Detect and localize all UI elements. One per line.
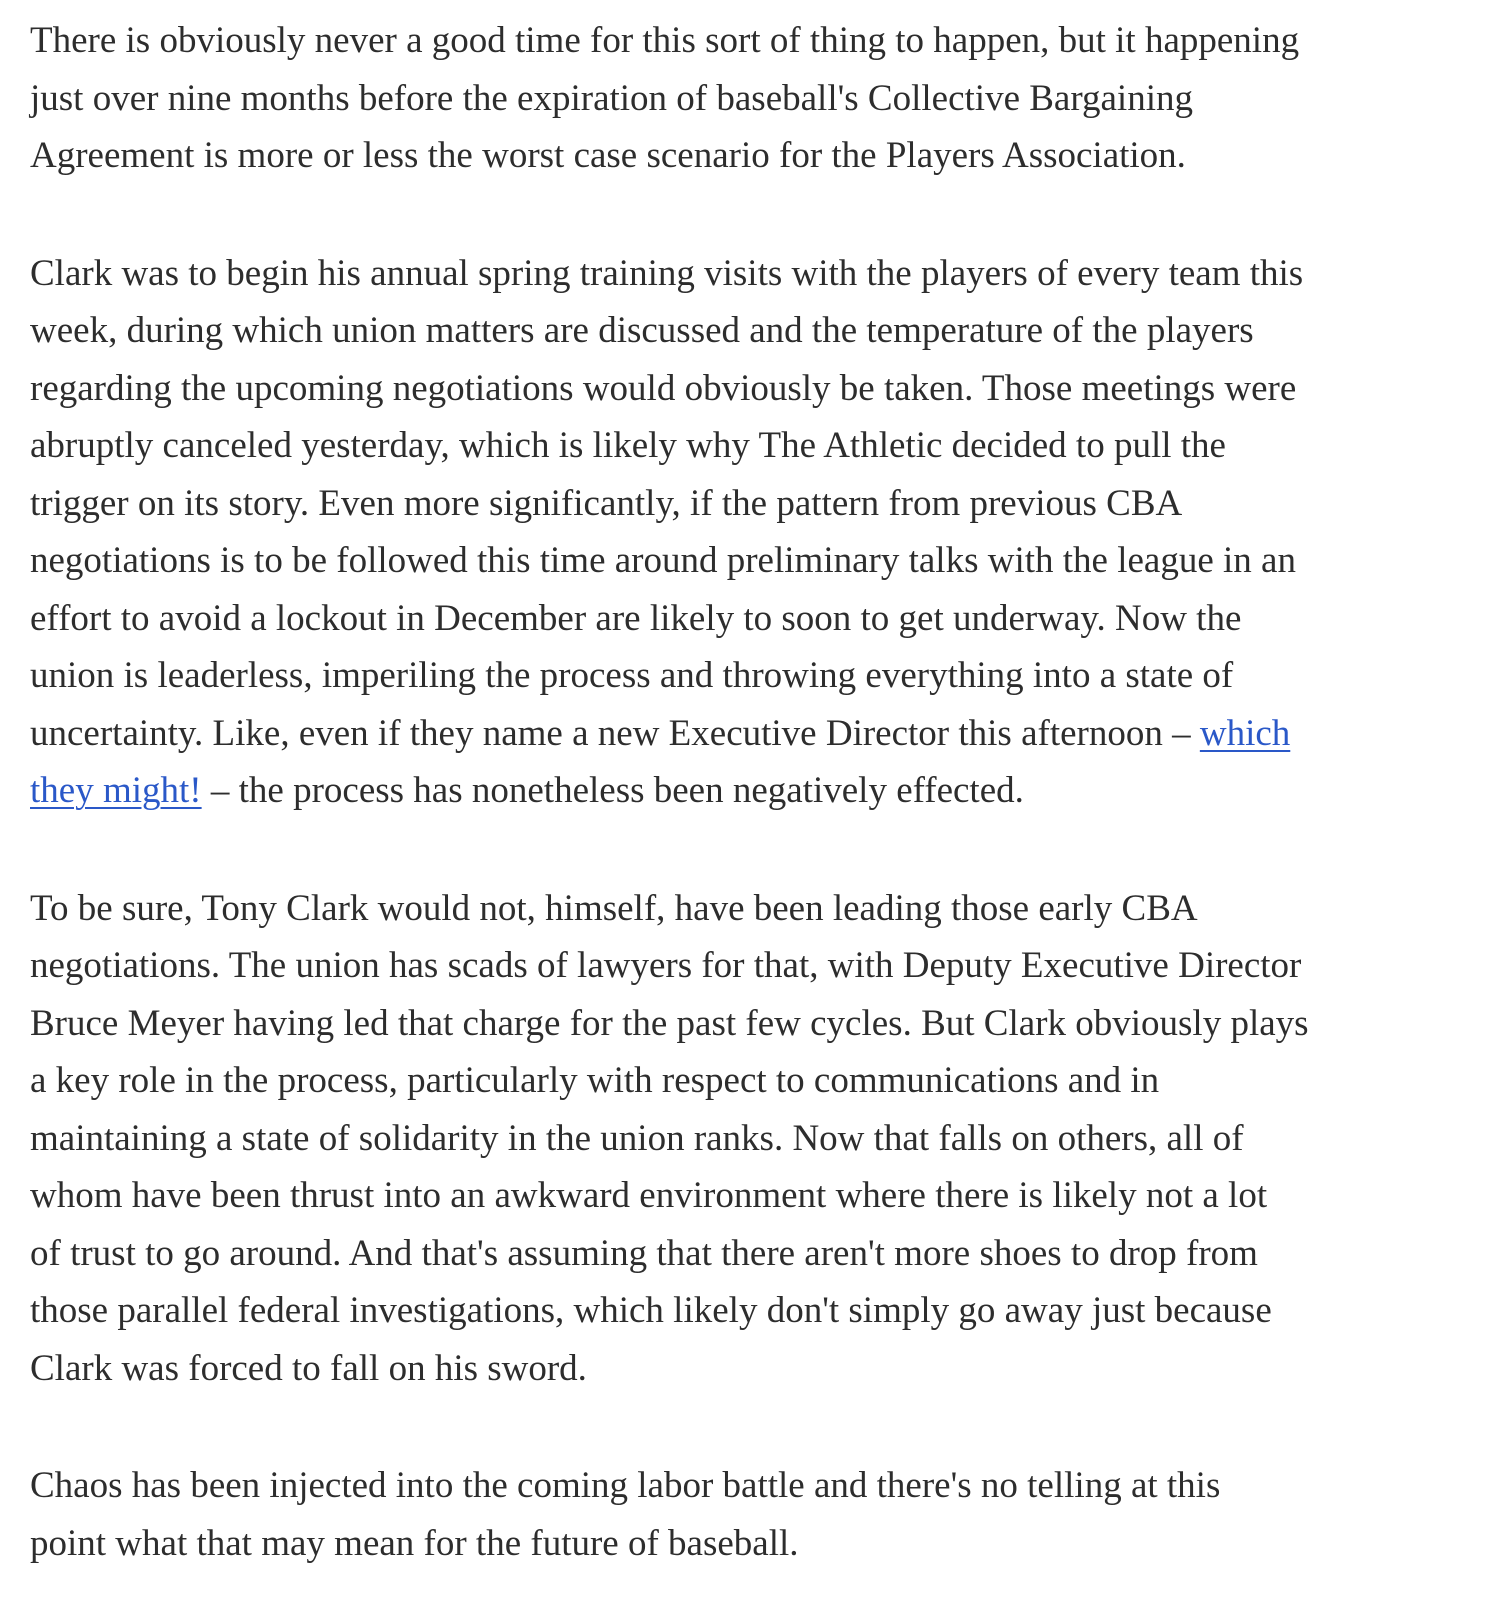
text-segment: those parallel federal investigations, which likely don't simply go away just because xyxy=(30,1290,1272,1331)
text-line xyxy=(30,245,1476,303)
text-line xyxy=(30,532,1476,590)
text-line xyxy=(30,590,1476,648)
text-line xyxy=(30,1110,1476,1168)
text-segment: Clark was to begin his annual spring training visits with the players of every team this xyxy=(30,252,1304,294)
inline-link[interactable]: which xyxy=(1199,712,1291,754)
text-segment: just over nine months before the expiration of baseball's Collective Bargaining xyxy=(30,77,1193,119)
text-segment: point what that may mean for the future of baseball. xyxy=(30,1522,799,1564)
text-segment: maintaining a state of solidarity in the union ranks. Now that falls on others, all of xyxy=(30,1117,1244,1159)
text-segment: Bruce Meyer having led that charge for the past few cycles. But Clark obviously plays xyxy=(30,1002,1309,1044)
text-line xyxy=(30,937,1476,995)
text-segment: – the process has nonetheless been negatively effected. xyxy=(201,770,1024,811)
text-segment: a key role in the process, particularly with respect to communications and in xyxy=(30,1060,1160,1101)
text-segment: union is leaderless, imperiling the process and throwing everything into a state of xyxy=(30,655,1234,696)
text-segment: of trust to go around. And that's assuming that there aren't more shoes to drop from xyxy=(30,1232,1258,1274)
text-line xyxy=(30,1167,1476,1225)
text-segment: uncertainty. Like, even if they name a new Executive Director this afternoon – xyxy=(30,712,1200,754)
text-line xyxy=(30,647,1476,705)
text-segment: negotiations. The union has scads of lawyers for that, with Deputy Executive Director xyxy=(30,945,1302,986)
text-line xyxy=(30,302,1476,360)
text-line xyxy=(30,880,1476,938)
text-line xyxy=(30,475,1476,533)
text-line xyxy=(30,1225,1476,1283)
text-segment: Clark was forced to fall on his sword. xyxy=(30,1347,587,1389)
text-line xyxy=(30,1457,1476,1515)
text-line xyxy=(30,127,1476,185)
text-line xyxy=(30,360,1476,418)
text-segment: week, during which union matters are discussed and the temperature of the players xyxy=(30,310,1254,351)
text-line xyxy=(30,1052,1476,1110)
text-segment: negotiations is to be followed this time around preliminary talks with the league in an xyxy=(30,540,1296,581)
paragraph xyxy=(30,1457,1476,1572)
text-line xyxy=(30,70,1476,128)
text-line xyxy=(30,705,1476,763)
text-segment: To be sure, Tony Clark would not, himself, have been leading those early CBA xyxy=(30,887,1198,929)
text-segment: effort to avoid a lockout in December are likely to soon to get underway. Now the xyxy=(30,597,1242,639)
text-line xyxy=(30,995,1476,1053)
text-segment: There is obviously never a good time for this sort of thing to happen, but it happening xyxy=(30,20,1300,61)
paragraph xyxy=(30,12,1476,185)
text-line xyxy=(30,1282,1476,1340)
text-segment: Chaos has been injected into the coming labor battle and there's no telling at this xyxy=(30,1465,1221,1506)
inline-link[interactable]: they might! xyxy=(30,770,202,811)
text-line xyxy=(30,417,1476,475)
text-line xyxy=(30,1515,1476,1573)
text-line xyxy=(30,12,1476,70)
paragraph xyxy=(30,245,1476,820)
paragraph xyxy=(30,880,1476,1398)
text-segment: abruptly canceled yesterday, which is likely why The Athletic decided to pull the xyxy=(30,425,1226,466)
text-segment: Agreement is more or less the worst case scenario for the Players Association. xyxy=(30,135,1186,176)
text-segment: regarding the upcoming negotiations would obviously be taken. Those meetings were xyxy=(30,367,1297,409)
text-line xyxy=(30,762,1476,820)
text-segment: whom have been thrust into an awkward environment where there is likely not a lot xyxy=(30,1175,1268,1216)
text-segment: trigger on its story. Even more significantly, if the pattern from previous CBA xyxy=(30,482,1183,524)
text-line xyxy=(30,1340,1476,1398)
